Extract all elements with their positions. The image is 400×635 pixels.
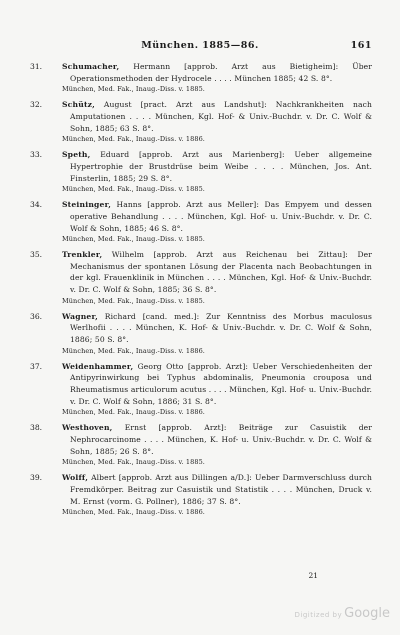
entry-number: 31. — [30, 62, 43, 71]
list-item — [0, 99, 400, 144]
entry-citation: Georg Otto [approb. Arzt]: Ueber Verschiedenheiten der Antipyrinwirkung bei Typhus abdominalis, Pneumonia crouposa und Rheumatismus articulorum acutus . . . . München, Kgl. Hof- u. Univ.-Buchdr. v. Dr. C. Wolf & Sohn, 1886; 31 S. 8°. — [70, 361, 372, 406]
entry-citation: Wilhelm [approb. Arzt aus Reichenau bei Zittau]: Der Mechanismus der spontanen Lösung der Placenta nach Beobachtungen in der kgl. Frauenklinik in München . . . . München, Kgl. Hof- & Univ.-Buchdr. v. Dr. C. Wolf & Sohn, 1885; 36 S. 8°. — [70, 250, 373, 295]
entry-citation: Albert [approb. Arzt aus Dillingen a/D.]: Ueber Darmverschluss durch Fremdkörper. Beitrag zur Casuistik und Statistik . . . . München, Druck v. M. Ernst (vorm. G. Pollner), 1886; 37 S. 8°. — [70, 473, 372, 506]
entry-list — [0, 61, 400, 522]
entry-note: München, Med. Fak., Inaug.-Diss. v. 1885. — [62, 296, 205, 305]
entry-citation: Hermann [approb. Arzt aus Bietigheim]: Über Operationsmethoden der Hydrocele . . . . München 1885; 42 S. 8°. — [70, 62, 372, 83]
entry-text — [62, 472, 372, 507]
page-number: 161 — [350, 40, 372, 51]
author-name: Trenkler, — [62, 250, 103, 260]
entry-text — [62, 99, 372, 134]
entry-number: 36. — [30, 311, 43, 321]
author-name: Wolff, — [62, 473, 89, 483]
author-name: Steininger, — [62, 200, 112, 210]
entry-note: München, Med. Fak., Inaug.-Diss. v. 1885. — [62, 458, 205, 467]
list-item — [0, 422, 400, 467]
entry-number: 35. — [30, 250, 43, 260]
google-logo: Google — [344, 606, 390, 621]
list-item — [0, 472, 400, 517]
header-title: München. 1885—86. — [141, 40, 259, 51]
entry-note: München, Med. Fak., Inaug.-Diss. v. 1885. — [62, 185, 205, 194]
entry-text — [62, 149, 372, 184]
entry-citation: Ernst [approb. Arzt]: Beiträge zur Casuistik der Nephrocarcinome . . . . München, K. Hof- u. Univ.-Buchdr. v. Dr. C. Wolf & Sohn, 1885; 26 S. 8°. — [70, 423, 372, 456]
entry-note: München, Med. Fak., Inaug.-Diss. v. 1886. — [62, 408, 205, 417]
list-item — [0, 61, 400, 94]
list-item — [0, 361, 400, 417]
entry-note: München, Med. Fak., Inaug.-Diss. v. 1885. — [62, 235, 205, 244]
entry-text — [62, 422, 372, 457]
author-name: Schumacher, — [62, 62, 120, 71]
author-name: Westhoven, — [62, 423, 113, 433]
entry-number: 38. — [30, 423, 43, 433]
entry-note: München, Med. Fak., Inaug.-Diss. v. 1885. — [62, 85, 205, 94]
signature-number: 21 — [308, 571, 318, 580]
author-name: Speth, — [62, 150, 91, 160]
entry-citation: Eduard [approb. Arzt aus Marienberg]: Ueber allgemeine Hypertrophie der Brustdrüse beim Weibe . . . . München, Jos. Ant. Finsterlin, 1885; 29 S. 8°. — [70, 150, 373, 183]
author-name: Schütz, — [62, 100, 96, 110]
entry-text — [62, 361, 372, 407]
entry-note: München, Med. Fak., Inaug.-Diss. v. 1886. — [62, 135, 205, 144]
list-item — [0, 249, 400, 305]
entry-note: München, Med. Fak., Inaug.-Diss. v. 1886. — [62, 346, 205, 355]
entry-text — [62, 249, 372, 295]
entry-text — [62, 311, 372, 346]
entry-number: 32. — [30, 100, 43, 110]
entry-number: 39. — [30, 473, 43, 483]
list-item — [0, 311, 400, 356]
author-name: Weidenhammer, — [62, 361, 134, 371]
entry-number: 37. — [30, 361, 43, 371]
entry-citation: Hanns [approb. Arzt aus Meller]: Das Empyem und dessen operative Behandlung . . . . München, Kgl. Hof- u. Univ.-Buchdr. v. Dr. C. Wolf & Sohn, 1885; 46 S. 8°. — [70, 200, 372, 233]
list-item — [0, 199, 400, 244]
digitized-watermark — [295, 606, 391, 621]
entry-number: 33. — [30, 150, 43, 160]
entry-number: 34. — [30, 200, 43, 210]
entry-citation: August [pract. Arzt aus Landshut]: Nachkrankheiten nach Amputationen . . . . München, Kgl. Hof- & Univ.-Buchdr. v. Dr. C. Wolf & Sohn, 1885; 63 S. 8°. — [70, 100, 372, 133]
entry-note: München, Med. Fak., Inaug.-Diss. v. 1886. — [62, 508, 205, 517]
author-name: Wagner, — [62, 311, 98, 321]
running-header — [0, 40, 400, 54]
watermark-prefix: Digitized by — [294, 611, 343, 619]
entry-citation: Richard [cand. med.]: Zur Kenntniss des Morbus maculosus Werlhofii . . . . München, K. Hof- & Univ.-Buchdr. v. Dr. C. Wolf & Sohn, 1886; 50 S. 8°. — [70, 311, 372, 345]
list-item — [0, 149, 400, 194]
entry-text — [62, 61, 372, 84]
entry-text — [62, 199, 372, 234]
